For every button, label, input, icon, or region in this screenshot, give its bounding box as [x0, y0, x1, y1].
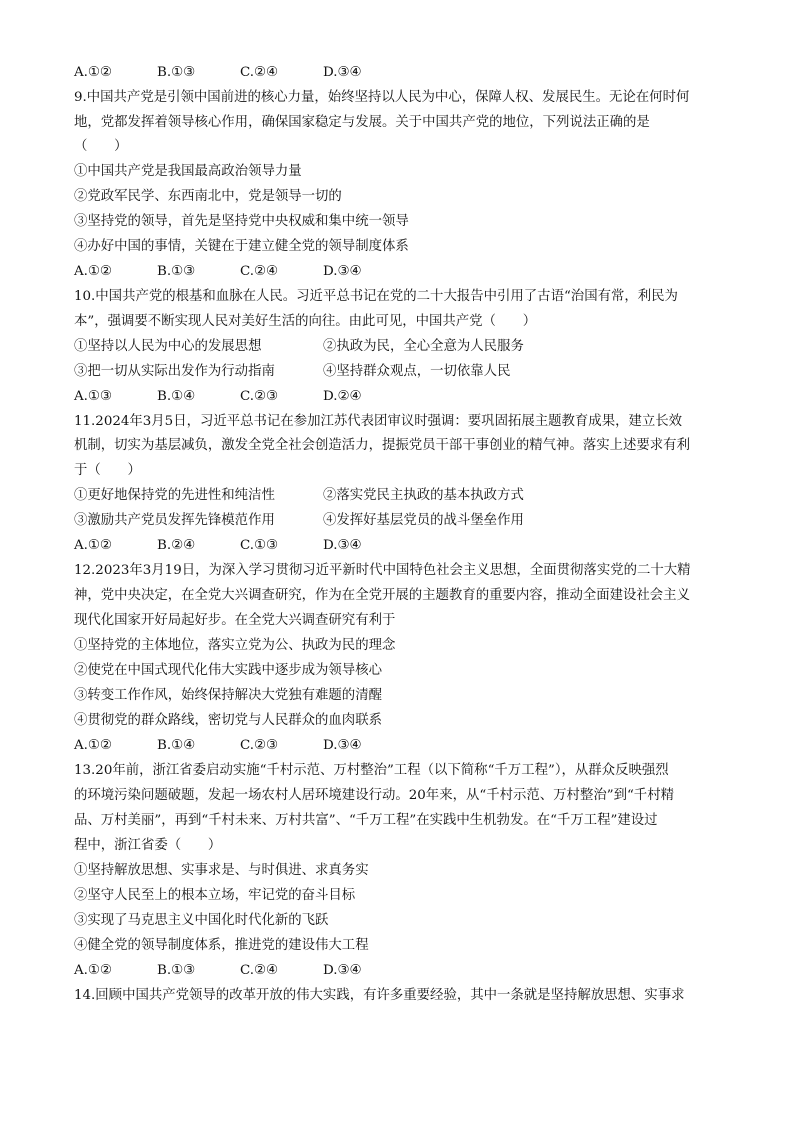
q13-item-2: ②坚守人民至上的根本立场，牢记党的奋斗目标 [74, 888, 356, 903]
q12-stem-line-3: 现代化国家开好局起好步。在全党大兴调查研究有利于 [74, 613, 396, 628]
q11-item-1: ①更好地保持党的先进性和纯洁性 [74, 488, 275, 503]
q10-items-row-2 [74, 363, 510, 381]
option-b: B.①③ [157, 65, 196, 80]
option-a: A.①③ [74, 389, 112, 404]
option-c: C.②④ [240, 264, 279, 279]
q8-options [74, 64, 362, 82]
q11-stem-line-2: 机制，切实为基层减负，激发全党全社会创造活力，提振党员干部干事创业的精气神。落实上述要求有利 [74, 438, 690, 453]
q9-stem-line-2: 地，党都发挥着领导核心作用，确保国家稳定与发展。关于中国共产党的地位，下列说法正确的是 [74, 115, 650, 130]
option-a: A.①② [74, 538, 112, 553]
option-b: B.②④ [157, 538, 196, 553]
option-b: B.①④ [157, 738, 196, 753]
q11-stem-line-3: 于（ ） [74, 463, 141, 478]
q12-item-1: ①坚持党的主体地位，落实立党为公、执政为民的理念 [74, 638, 396, 653]
q9-item-3: ③坚持党的领导，首先是坚持党中央权威和集中统一领导 [74, 214, 409, 229]
option-a: A.①② [74, 264, 112, 279]
q9-options [74, 263, 362, 281]
q13-options [74, 962, 362, 980]
q10-item-3: ③把一切从实际出发作为行动指南 [74, 364, 275, 379]
q9-item-2: ②党政军民学、东西南北中，党是领导一切的 [74, 189, 342, 204]
option-c: C.①③ [240, 538, 279, 553]
option-b: B.①③ [157, 963, 196, 978]
option-b: B.①③ [157, 264, 196, 279]
q12-stem-line-2: 神，党中央决定，在全党大兴调查研究，作为在全党开展的主题教育的重要内容，推动全面建设社会主义 [74, 588, 690, 603]
option-b: B.①④ [157, 389, 196, 404]
q13-stem-line-2: 的环境污染问题破题，发起一场农村人居环境建设行动。20年来，从“千村示范、万村整治”到“千村精 [74, 788, 674, 803]
q9-stem-line-3: （ ） [74, 139, 128, 154]
q14-stem-line-1: 14.回顾中国共产党领导的改革开放的伟大实践，有许多重要经验，其中一条就是坚持解放思想、实事求 [74, 988, 685, 1003]
q13-stem-line-4: 程中，浙江省委（ ） [74, 838, 222, 853]
option-c: C.②③ [240, 389, 279, 404]
q12-item-4: ④贯彻党的群众路线，密切党与人民群众的血肉联系 [74, 713, 382, 728]
q10-item-2: ②执政为民，全心全意为人民服务 [323, 339, 524, 354]
option-d: D.③④ [323, 963, 362, 978]
q13-item-4: ④健全党的领导制度体系，推进党的建设伟大工程 [74, 938, 369, 953]
q9-item-1: ①中国共产党是我国最高政治领导力量 [74, 164, 302, 179]
option-d: D.③④ [323, 65, 362, 80]
q12-item-2: ②使党在中国式现代化伟大实践中逐步成为领导核心 [74, 663, 382, 678]
option-d: D.③④ [323, 264, 362, 279]
q11-items-row-2 [74, 512, 524, 530]
option-c: C.②④ [240, 963, 279, 978]
option-a: A.①② [74, 738, 112, 753]
q10-items-row-1 [74, 338, 524, 356]
q12-stem-line-1: 12.2023年3月19日，为深入学习贯彻习近平新时代中国特色社会主义思想，全面贯彻落实党的二十大精 [74, 563, 691, 578]
q13-stem-line-1: 13.20年前，浙江省委启动实施“千村示范、万村整治”工程（以下简称“千万工程”），从群众反映强烈 [74, 763, 669, 778]
q10-stem-line-1: 10.中国共产党的根基和血脉在人民。习近平总书记在党的二十大报告中引用了古语“治国有常，利民为 [74, 289, 678, 304]
option-c: C.②③ [240, 738, 279, 753]
q12-options [74, 737, 362, 755]
q13-item-1: ①坚持解放思想、实事求是、与时俱进、求真务实 [74, 863, 369, 878]
q11-item-3: ③激励共产党员发挥先锋模范作用 [74, 513, 275, 528]
option-d: D.③④ [323, 738, 362, 753]
option-a: A.①② [74, 963, 112, 978]
q11-item-4: ④发挥好基层党员的战斗堡垒作用 [323, 513, 524, 528]
q11-options [74, 537, 362, 555]
q10-item-4: ④坚持群众观点，一切依靠人民 [323, 364, 511, 379]
q9-item-4: ④办好中国的事情，关键在于建立健全党的领导制度体系 [74, 239, 409, 254]
q10-options [74, 388, 362, 406]
option-a: A.①② [74, 65, 112, 80]
q13-item-3: ③实现了马克思主义中国化时代化新的飞跃 [74, 913, 329, 928]
option-d: D.③④ [323, 538, 362, 553]
q9-stem-line-1: 9.中国共产党是引领中国前进的核心力量，始终坚持以人民为中心，保障人权、发展民生。无论在何时何 [74, 90, 690, 105]
q11-items-row-1 [74, 487, 524, 505]
q10-stem-line-2: 本”，强调要不断实现人民对美好生活的向往。由此可见，中国共产党（ ） [74, 314, 537, 329]
q13-stem-line-3: 品、万村美丽”，再到“千村未来、万村共富”、“千万工程”在实践中生机勃发。在“千万工程”建设过 [74, 813, 658, 828]
q11-item-2: ②落实党民主执政的基本执政方式 [323, 488, 524, 503]
q12-item-3: ③转变工作作风，始终保持解决大党独有难题的清醒 [74, 688, 382, 703]
q11-stem-line-1: 11.2024年3月5日，习近平总书记在参加江苏代表团审议时强调：要巩固拓展主题教育成果，建立长效 [74, 414, 683, 429]
option-d: D.②④ [323, 389, 362, 404]
option-c: C.②④ [240, 65, 279, 80]
q10-item-1: ①坚持以人民为中心的发展思想 [74, 339, 262, 354]
